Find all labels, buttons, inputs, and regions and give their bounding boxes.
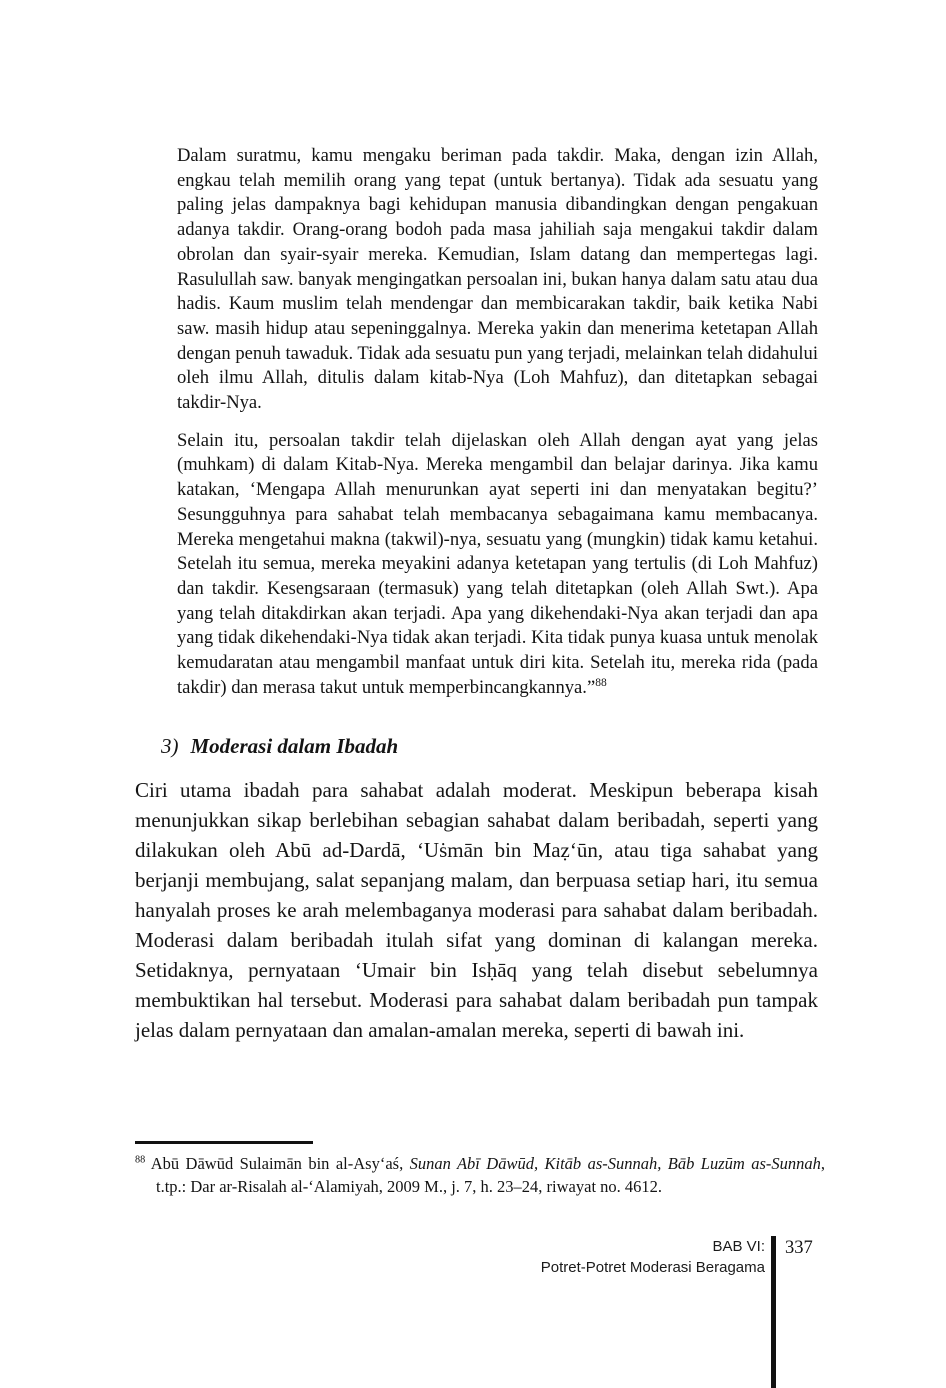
footnote-divider: [135, 1141, 313, 1144]
quote-paragraph-2-text: Selain itu, persoalan takdir telah dijelaskan oleh Allah dengan ayat yang jelas (muhkam) di dalam Kitab-Nya. Mereka mengambil dan belajar darinya. Jika kamu katakan, ‘Mengapa Allah menurunkan ayat seperti ini dan menyatakan begitu?’ Sesungguhnya para sahabat telah membacanya sebagaimana kamu membacanya. Mereka mengetahui makna (takwil)-nya, sesuatu yang (mungkin) tidak kamu ketahui. Setelah itu semua, mereka meyakini adanya ketetapan yang tertulis (di Loh Mahfuz) dan takdir. Kesengsaraan (termasuk) yang telah ditetapkan (oleh Allah Swt.). Apa yang telah ditakdirkan akan terjadi. Apa yang dikehendaki-Nya akan terjadi dan apa yang tidak dikehendaki-Nya tidak akan terjadi. Kita tidak punya kuasa untuk menolak kemudaratan atau mengambil manfaat untuk diri kita. Setelah itu, mereka rida (pada takdir) dan merasa takut untuk memperbincangkannya.”: [177, 429, 818, 698]
section-title: Moderasi dalam Ibadah: [190, 734, 399, 759]
footnote-publication: , t.tp.: Dar ar-Risalah al-ʻAlamiyah, 2009 M., j. 7, h. 23–24, riwayat no. 4612.: [156, 1154, 825, 1196]
chapter-label: BAB VI:: [712, 1238, 765, 1255]
quote-paragraph-1-text: Dalam suratmu, kamu mengaku beriman pada takdir. Maka, dengan izin Allah, engkau telah memilih orang yang tepat (untuk bertanya). Tidak ada sesuatu yang paling jelas dampaknya bagi kehidupan manusia dibandingkan dengan pengakuan adanya takdir. Orang-orang bodoh pada masa jahiliah saja mengakui takdir dalam obrolan dan syair-syair mereka. Kemudian, Islam datang dan mempertegas lagi. Rasulullah saw. banyak mengingatkan persoalan ini, bukan hanya dalam satu atau dua hadis. Kaum muslim telah mendengar dan membicarakan takdir, baik ketika Nabi saw. masih hidup atau sepeninggalnya. Mereka yakin dan menerima ketetapan Allah dengan penuh tawaduk. Tidak ada sesuatu pun yang terjadi, melainkan telah didahului oleh ilmu Allah, ditulis dalam kitab-Nya (Loh Mahfuz), dan ditetapkan sebagai takdir-Nya.: [177, 145, 818, 414]
chapter-title: Potret-Potret Moderasi Beragama: [540, 1259, 765, 1276]
page-number: 337: [785, 1238, 813, 1258]
footnote-book-title: Sunan Abī Dāwūd, Kitāb as-Sunnah, Bāb Luzūm as-Sunnah: [409, 1154, 821, 1173]
footnote-area: [135, 1141, 825, 1198]
footer-vertical-bar: [771, 1236, 776, 1388]
footnote-marker: 88: [135, 1154, 146, 1166]
footnote-reference: 88: [595, 676, 607, 689]
section-heading: [161, 734, 818, 759]
section-number: 3): [161, 734, 179, 759]
page-content: [135, 144, 818, 1045]
footnote-author: Abū Dāwūd Sulaimān bin al-Asyʻaś,: [145, 1154, 410, 1173]
body-paragraph: Ciri utama ibadah para sahabat adalah moderat. Meskipun beberapa kisah menunjukkan sikap berlebihan sebagian sahabat dalam beribadah, seperti yang dilakukan oleh Abū ad-Dardā, ʻUṡmān bin Maẓʻūn, atau tiga sahabat yang berjanji membujang, salat sepanjang malam, dan berpuasa setiap hari, itu semua hanyalah proses ke arah melembaganya moderasi para sahabat dalam beribadah. Moderasi dalam beribadah itulah sifat yang dominan di kalangan mereka. Setidaknya, pernyataan ʻUmair bin Isḥāq yang telah disebut sebelumnya membuktikan hal tersebut. Moderasi para sahabat dalam beribadah pun tampak jelas dalam pernyataan dan amalan-amalan mereka, seperti di bawah ini.: [135, 778, 818, 1043]
quote-paragraph-1: [177, 144, 818, 416]
footnote-text: [135, 1153, 825, 1198]
quote-paragraph-2: [177, 429, 818, 701]
page-footer: [365, 1236, 765, 1278]
